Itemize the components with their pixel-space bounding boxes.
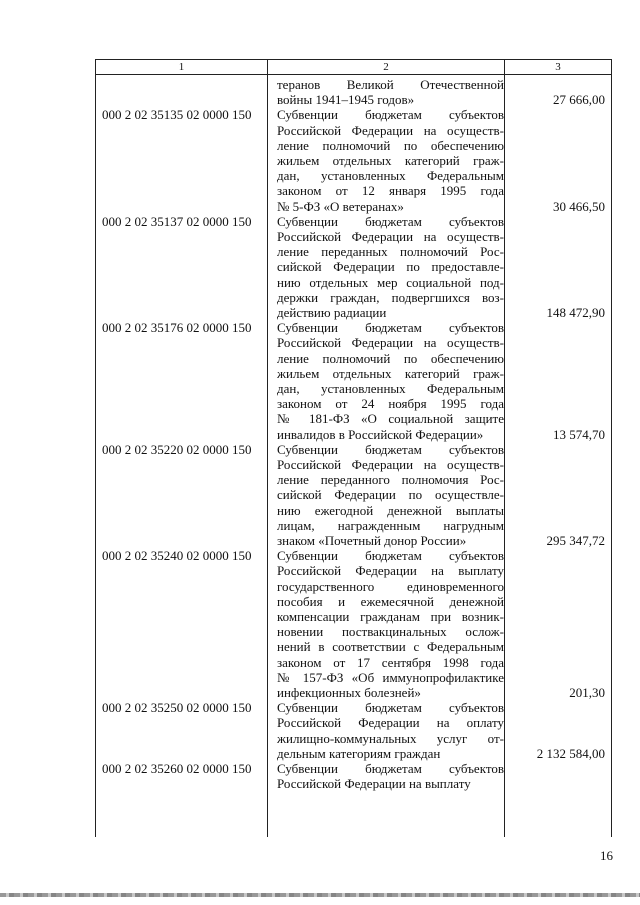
description-line: Российской Федерации на выплату xyxy=(277,563,504,579)
budget-table xyxy=(95,59,612,837)
description-line: теранов Великой Отечественной xyxy=(277,77,504,92)
description-line: ление переданного полномочия Рос- xyxy=(277,472,504,488)
row-amount: 295 347,72 xyxy=(546,533,605,548)
description-line: Субвенции бюджетам субъектов xyxy=(277,761,504,776)
description-line: Субвенции бюджетам субъектов xyxy=(277,320,504,336)
row-description xyxy=(277,214,504,320)
description-line: жильем отдельных категорий граж- xyxy=(277,153,504,168)
description-line: законом от 12 января 1995 года xyxy=(277,183,504,199)
budget-code: 000 2 02 35137 02 0000 150 xyxy=(102,213,252,229)
description-line: законом от 17 сентября 1998 года xyxy=(277,654,504,670)
description-line: № 5-ФЗ «О ветеранах» xyxy=(277,198,404,214)
description-line: № 181-ФЗ «О социальной защите xyxy=(277,411,504,427)
description-line: Субвенции бюджетам субъектов xyxy=(277,700,504,716)
row-amount: 30 466,50 xyxy=(553,198,605,214)
description-line: жильем отдельных категорий граж- xyxy=(277,365,504,381)
description-line: сийской Федерации по предоставле- xyxy=(277,259,504,275)
budget-code: 000 2 02 35176 02 0000 150 xyxy=(102,320,252,336)
row-description xyxy=(277,442,504,548)
description-line: компенсации гражданам при возник- xyxy=(277,609,504,624)
budget-code: 000 2 02 35250 02 0000 150 xyxy=(102,700,252,716)
row-amount: 201,30 xyxy=(569,685,605,700)
row-amount: 13 574,70 xyxy=(553,426,605,442)
table-header xyxy=(96,59,611,75)
description-line: Российской Федерации на оплату xyxy=(277,715,504,731)
budget-code: 000 2 02 35260 02 0000 150 xyxy=(102,761,252,776)
description-line: знаком «Почетный донор России» xyxy=(277,533,467,549)
row-description xyxy=(277,107,504,213)
description-line: Субвенции бюджетам субъектов xyxy=(277,548,504,564)
description-line: дельным категориям граждан xyxy=(277,745,441,761)
row-description xyxy=(277,320,504,442)
continuation-amount: 27 666,00 xyxy=(553,92,605,108)
description-line: ление полномочий по обеспечению xyxy=(277,350,504,366)
continuation-description xyxy=(277,77,504,107)
budget-code: 000 2 02 35240 02 0000 150 xyxy=(102,548,252,564)
description-line: Субвенции бюджетам субъектов xyxy=(277,213,504,229)
description-line: сийской Федерации по осуществле- xyxy=(277,487,504,503)
description-line: нений в соответствии с Федеральным xyxy=(277,639,504,655)
description-line: № 157-ФЗ «Об иммунопрофилактике xyxy=(277,669,504,685)
description-line: действию радиации xyxy=(277,305,387,321)
description-line: лицам, награжденным нагрудным xyxy=(277,517,504,533)
description-line: нию ежегодной денежной выплаты xyxy=(277,502,504,518)
description-line: Российской Федерации на осуществ- xyxy=(277,122,504,138)
page-number: 16 xyxy=(600,848,613,863)
column-divider-2 xyxy=(504,59,505,837)
description-line: государственного единовременного xyxy=(277,578,504,594)
description-line: Субвенции бюджетам субъектов xyxy=(277,441,504,457)
row-description xyxy=(277,700,504,761)
description-line: Российской Федерации на осуществ- xyxy=(277,457,504,472)
scan-edge xyxy=(0,893,640,897)
description-line: ление переданных полномочий Рос- xyxy=(277,244,504,260)
description-line: нию отдельных мер социальной под- xyxy=(277,274,504,290)
header-col-3: 3 xyxy=(555,61,561,73)
description-line: Российской Федерации на осуществ- xyxy=(277,229,504,244)
description-line: дан, установленных Федеральным xyxy=(277,168,504,184)
row-description xyxy=(277,761,504,791)
description-line: новении поствакцинальных ослож- xyxy=(277,624,504,640)
header-col-2: 2 xyxy=(383,61,389,73)
row-amount: 2 132 584,00 xyxy=(536,745,605,761)
description-line: жилищно-коммунальных услуг от- xyxy=(277,730,504,746)
description-line: законом от 24 ноября 1995 года xyxy=(277,396,504,412)
row-amount: 148 472,90 xyxy=(546,305,605,320)
description-line: дан, установленных Федеральным xyxy=(277,381,504,396)
budget-code: 000 2 02 35220 02 0000 150 xyxy=(102,441,252,457)
header-col-1: 1 xyxy=(178,61,185,73)
description-line: инфекционных болезней» xyxy=(277,685,421,701)
description-line: Субвенции бюджетам субъектов xyxy=(277,107,504,123)
description-line: Российской Федерации на осуществ- xyxy=(277,335,504,351)
description-line: войны 1941–1945 годов» xyxy=(277,92,415,108)
description-line: инвалидов в Российской Федерации» xyxy=(277,426,484,442)
budget-code: 000 2 02 35135 02 0000 150 xyxy=(102,107,252,123)
description-line: ление полномочий по обеспечению xyxy=(277,137,504,153)
description-line: Российской Федерации на выплату xyxy=(277,776,471,792)
description-line: пособия и ежемесячной денежной xyxy=(277,593,504,609)
description-line: держки граждан, подвергшихся воз- xyxy=(277,289,504,305)
row-description xyxy=(277,548,504,700)
